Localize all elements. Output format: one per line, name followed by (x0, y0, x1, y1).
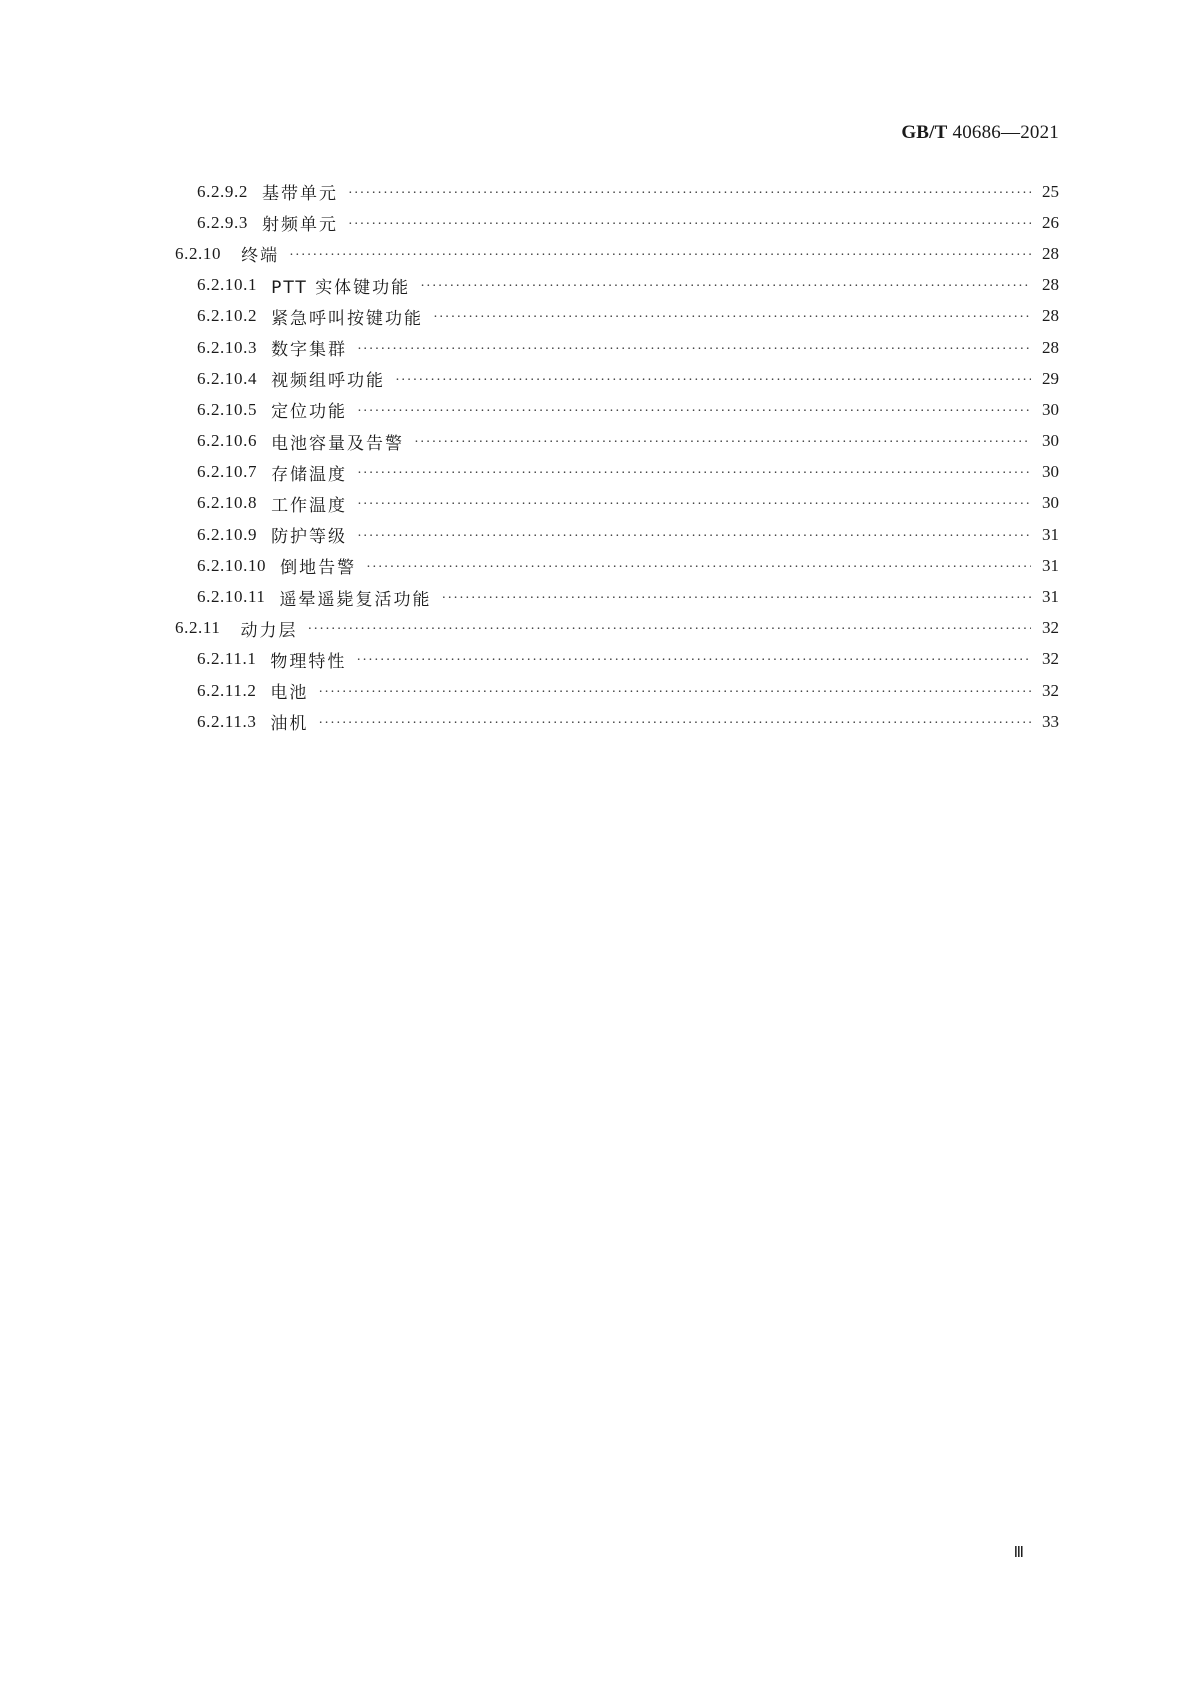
toc-leader-dots (420, 279, 1031, 295)
toc-entry-title: 定位功能 (271, 402, 348, 423)
toc-entry-number: 6.2.10 (175, 243, 222, 263)
toc-leader-dots (348, 217, 1031, 233)
toc-entry-title: 存储温度 (271, 464, 348, 485)
toc-entry-title: 工作温度 (271, 495, 348, 516)
toc-entry[interactable] (0, 394, 1191, 425)
toc-entry[interactable] (0, 176, 1191, 207)
toc-entry-page: 33 (1042, 711, 1059, 731)
toc-entry[interactable] (0, 519, 1191, 550)
table-of-contents (0, 176, 1191, 737)
toc-leader-dots (357, 529, 1031, 545)
toc-entry-number: 6.2.10.3 (197, 337, 258, 357)
toc-entry-number: 6.2.10.11 (197, 587, 266, 607)
toc-entry-page: 31 (1042, 587, 1059, 607)
toc-entry-page: 31 (1042, 555, 1059, 575)
toc-entry-number: 6.2.11.1 (197, 649, 257, 669)
toc-entry-title: 数字集群 (271, 340, 348, 361)
document-header (901, 122, 1059, 144)
toc-entry-title: 倒地告警 (280, 558, 357, 579)
toc-entry-page: 25 (1042, 181, 1059, 201)
toc-leader-dots (357, 466, 1031, 482)
toc-entry-number: 6.2.10.2 (197, 306, 258, 326)
toc-leader-dots (395, 373, 1031, 389)
toc-entry-title: 基带单元 (261, 184, 338, 205)
toc-leader-dots (357, 342, 1031, 358)
toc-leader-dots (433, 310, 1031, 326)
standard-prefix: GB/T (901, 122, 948, 143)
toc-entry-number: 6.2.9.2 (197, 181, 248, 201)
toc-entry[interactable] (0, 644, 1191, 675)
toc-entry-page: 29 (1042, 368, 1059, 388)
toc-entry-number: 6.2.11.2 (197, 680, 257, 700)
toc-entry-number: 6.2.10.6 (197, 431, 258, 451)
toc-entry-page: 32 (1042, 680, 1059, 700)
toc-entry-page: 30 (1042, 431, 1059, 451)
standard-number: 40686—2021 (952, 122, 1059, 143)
page-number: Ⅲ (1013, 1545, 1023, 1561)
toc-entry[interactable] (0, 363, 1191, 394)
toc-entry-page: 30 (1042, 493, 1059, 513)
toc-leader-dots (357, 497, 1031, 513)
toc-entry[interactable] (0, 270, 1191, 301)
toc-entry-number: 6.2.10.7 (197, 462, 258, 482)
toc-leader-dots (366, 560, 1031, 576)
toc-entry-number: 6.2.10.10 (197, 555, 267, 575)
toc-entry[interactable] (0, 207, 1191, 238)
toc-leader-dots (414, 435, 1031, 451)
toc-leader-dots (348, 186, 1031, 202)
toc-entry-page: 31 (1042, 524, 1059, 544)
toc-entry[interactable] (0, 301, 1191, 332)
toc-entry-number: 6.2.10.5 (197, 399, 258, 419)
toc-entry-number: 6.2.10.9 (197, 524, 258, 544)
toc-entry[interactable] (0, 426, 1191, 457)
toc-entry-page: 32 (1042, 649, 1059, 669)
toc-entry-page: 28 (1042, 337, 1059, 357)
toc-entry-title: PTT 实体键功能 (271, 277, 411, 298)
toc-entry[interactable] (0, 457, 1191, 488)
toc-entry-title: 电池容量及告警 (271, 433, 405, 454)
toc-leader-dots (442, 591, 1031, 607)
toc-leader-dots (307, 622, 1031, 638)
toc-entry-page: 26 (1042, 212, 1059, 232)
toc-entry-title: 动力层 (240, 620, 298, 641)
toc-leader-dots (318, 716, 1031, 732)
toc-entry[interactable] (0, 613, 1191, 644)
toc-entry-page: 28 (1042, 306, 1059, 326)
toc-entry[interactable] (0, 581, 1191, 612)
toc-entry[interactable] (0, 675, 1191, 706)
toc-leader-dots (289, 248, 1031, 264)
toc-entry-title: 终端 (241, 246, 280, 267)
toc-leader-dots (357, 404, 1031, 420)
toc-entry-number: 6.2.11 (175, 618, 221, 638)
toc-entry-number: 6.2.9.3 (197, 212, 248, 232)
toc-entry-page: 32 (1042, 618, 1059, 638)
toc-entry-page: 28 (1042, 243, 1059, 263)
toc-entry-page: 28 (1042, 275, 1059, 295)
toc-entry-title: 遥晕遥毙复活功能 (279, 589, 432, 610)
toc-entry-number: 6.2.11.3 (197, 711, 257, 731)
toc-entry[interactable] (0, 550, 1191, 581)
toc-entry[interactable] (0, 488, 1191, 519)
toc-leader-dots (318, 685, 1031, 701)
toc-entry-title: 射频单元 (261, 215, 338, 236)
toc-entry-title: 紧急呼叫按键功能 (271, 308, 424, 329)
toc-leader-dots (356, 653, 1031, 669)
toc-entry-title: 电池 (270, 683, 309, 704)
toc-entry-page: 30 (1042, 462, 1059, 482)
toc-entry-title: 油机 (270, 714, 309, 735)
toc-entry[interactable] (0, 238, 1191, 269)
toc-entry-number: 6.2.10.1 (197, 275, 258, 295)
toc-entry[interactable] (0, 706, 1191, 737)
toc-entry-number: 6.2.10.8 (197, 493, 258, 513)
toc-entry-title: 防护等级 (271, 527, 348, 548)
toc-entry-number: 6.2.10.4 (197, 368, 258, 388)
toc-entry-title: 视频组呼功能 (271, 371, 386, 392)
toc-entry-page: 30 (1042, 399, 1059, 419)
toc-entry-title: 物理特性 (270, 651, 347, 672)
toc-entry[interactable] (0, 332, 1191, 363)
